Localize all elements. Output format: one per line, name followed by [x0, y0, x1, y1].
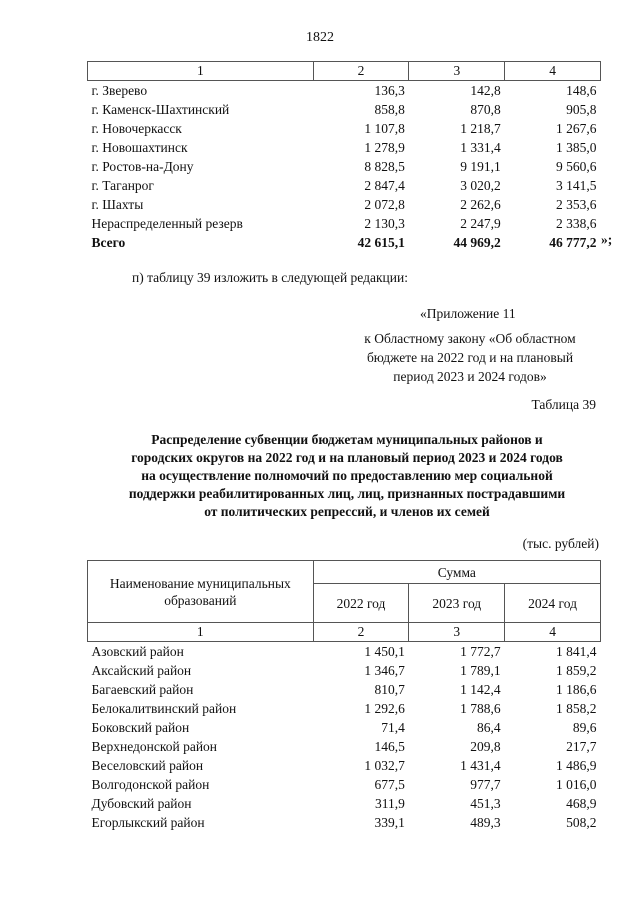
- appendix-reference: [340, 329, 600, 386]
- total-2024: 46 777,2: [549, 235, 597, 250]
- column-index-row: [88, 62, 601, 81]
- table-row: [88, 680, 601, 699]
- value-2023: 1 789,1: [460, 663, 501, 678]
- index-cell: 4: [505, 623, 601, 642]
- value-2024: 1 858,2: [556, 701, 597, 716]
- value-2022: 1 292,6: [364, 701, 405, 716]
- year-header: 2023 год: [409, 584, 505, 623]
- index-cell: 1: [88, 623, 314, 642]
- index-cell: 2: [313, 623, 409, 642]
- row-name: Боковский район: [91, 720, 190, 735]
- total-label: Всего: [91, 235, 126, 250]
- value-2022: 136,3: [374, 83, 405, 98]
- value-2022: 1 450,1: [364, 644, 405, 659]
- appendix-reference-line: период 2023 и 2024 годов»: [393, 369, 547, 384]
- value-2023: 142,8: [470, 83, 501, 98]
- table-row: [88, 100, 601, 119]
- value-2022: 2 130,3: [364, 216, 405, 231]
- value-2024: 1 486,9: [556, 758, 597, 773]
- units-note: (тыс. рублей): [522, 536, 599, 551]
- row-name: Веселовский район: [91, 758, 204, 773]
- header-cell: 1: [88, 62, 314, 81]
- table-row: [88, 195, 601, 214]
- appendix-heading: «Приложение 11: [420, 306, 516, 321]
- value-2023: 1 218,7: [460, 121, 501, 136]
- value-2024: 1 859,2: [556, 663, 597, 678]
- header-cell: 2: [313, 62, 409, 81]
- value-2022: 71,4: [381, 720, 405, 735]
- closing-quote: »;: [601, 232, 613, 247]
- value-2023: 870,8: [470, 102, 501, 117]
- value-2022: 8 828,5: [364, 159, 405, 174]
- value-2022: 1 107,8: [364, 121, 405, 136]
- row-name: Нераспределенный резерв: [91, 216, 243, 231]
- value-2022: 2 072,8: [364, 197, 405, 212]
- value-2024: 1 267,6: [556, 121, 597, 136]
- value-2022: 146,5: [374, 739, 405, 754]
- value-2024: 1 186,6: [556, 682, 597, 697]
- table-row: [88, 699, 601, 718]
- value-2022: 2 847,4: [364, 178, 405, 193]
- title-line: от политических репрессий, и членов их семей: [204, 504, 490, 519]
- index-cell: 3: [409, 623, 505, 642]
- value-2022: 810,7: [374, 682, 405, 697]
- value-2023: 3 020,2: [460, 178, 501, 193]
- value-2023: 1 331,4: [460, 140, 501, 155]
- row-name: г. Ростов-на-Дону: [91, 159, 194, 174]
- table-row: [88, 642, 601, 662]
- municipal-table-continued: [87, 61, 601, 252]
- title-line: на осуществление полномочий по предоставлению мер социальной: [141, 468, 553, 483]
- row-name: Белокалитвинский район: [91, 701, 237, 716]
- value-2022: 1 032,7: [364, 758, 405, 773]
- column-index-row: [88, 623, 601, 642]
- row-name: г. Новочеркасск: [91, 121, 182, 136]
- amendment-instruction: п) таблицу 39 изложить в следующей редакции:: [132, 270, 408, 285]
- table-row: [88, 756, 601, 775]
- value-2023: 2 247,9: [460, 216, 501, 231]
- row-name: г. Каменск-Шахтинский: [91, 102, 230, 117]
- table-title: [87, 431, 607, 521]
- table-row: [88, 775, 601, 794]
- table-row: [88, 138, 601, 157]
- value-2024: 468,9: [566, 796, 597, 811]
- row-name: Багаевский район: [91, 682, 194, 697]
- table-row: [88, 176, 601, 195]
- value-2024: 905,8: [566, 102, 597, 117]
- value-2022: 339,1: [374, 815, 405, 830]
- value-2024: 3 141,5: [556, 178, 597, 193]
- value-2024: 2 353,6: [556, 197, 597, 212]
- total-2023: 44 969,2: [453, 235, 501, 250]
- appendix-reference-line: бюджете на 2022 год и на плановый: [366, 350, 574, 365]
- row-name: г. Шахты: [91, 197, 144, 212]
- value-2023: 209,8: [470, 739, 501, 754]
- value-2022: 1 346,7: [364, 663, 405, 678]
- value-2024: 9 560,6: [556, 159, 597, 174]
- value-2024: 89,6: [572, 720, 597, 735]
- value-2023: 489,3: [470, 815, 501, 830]
- table-label: Таблица 39: [531, 397, 596, 412]
- header-cell: 4: [505, 62, 601, 81]
- value-2024: 2 338,6: [556, 216, 597, 231]
- value-2023: 977,7: [470, 777, 501, 792]
- header-row: [88, 561, 601, 584]
- year-header: 2022 год: [313, 584, 409, 623]
- row-name: г. Зверево: [91, 83, 148, 98]
- title-line: Распределение субвенции бюджетам муниципальных районов и: [151, 432, 543, 447]
- table-row: [88, 718, 601, 737]
- title-line: поддержки реабилитированных лиц, лиц, признанных пострадавшими: [128, 486, 566, 501]
- value-2023: 1 772,7: [460, 644, 501, 659]
- header-cell: 3: [409, 62, 505, 81]
- value-2023: 86,4: [477, 720, 501, 735]
- value-2023: 9 191,1: [460, 159, 501, 174]
- value-2024: 1 016,0: [556, 777, 597, 792]
- total-row: [88, 233, 601, 252]
- table-row: [88, 119, 601, 138]
- row-name: Дубовский район: [91, 796, 192, 811]
- row-name: Волгодонской район: [91, 777, 210, 792]
- year-header: 2024 год: [505, 584, 601, 623]
- row-name: г. Новошахтинск: [91, 140, 188, 155]
- appendix-reference-line: к Областному закону «Об областном: [364, 331, 576, 346]
- row-name: г. Таганрог: [91, 178, 154, 193]
- table-row: [88, 81, 601, 101]
- value-2022: 677,5: [374, 777, 405, 792]
- row-name: Азовский район: [91, 644, 184, 659]
- name-column-header: Наименование муниципальных образований: [88, 561, 314, 623]
- value-2024: 1 385,0: [556, 140, 597, 155]
- value-2024: 217,7: [566, 739, 597, 754]
- value-2023: 2 262,6: [460, 197, 501, 212]
- value-2024: 148,6: [566, 83, 597, 98]
- subvention-table: [87, 560, 601, 832]
- table-row: [88, 157, 601, 176]
- value-2022: 858,8: [374, 102, 405, 117]
- table-row: [88, 813, 601, 832]
- value-2022: 311,9: [375, 796, 405, 811]
- value-2023: 1 142,4: [460, 682, 501, 697]
- row-name: Аксайский район: [91, 663, 192, 678]
- title-line: городских округов на 2022 год и на плановый период 2023 и 2024 годов: [131, 450, 563, 465]
- row-name: Верхнедонской район: [91, 739, 218, 754]
- value-2023: 1 431,4: [460, 758, 501, 773]
- table-row: [88, 214, 601, 233]
- page-number: 1822: [306, 30, 334, 45]
- sum-column-header: Сумма: [313, 561, 600, 584]
- row-name: Егорлыкский район: [91, 815, 205, 830]
- table-row: [88, 737, 601, 756]
- value-2023: 1 788,6: [460, 701, 501, 716]
- value-2024: 508,2: [566, 815, 597, 830]
- total-2022: 42 615,1: [357, 235, 405, 250]
- value-2024: 1 841,4: [556, 644, 597, 659]
- value-2023: 451,3: [470, 796, 501, 811]
- table-row: [88, 794, 601, 813]
- value-2022: 1 278,9: [364, 140, 405, 155]
- table-row: [88, 661, 601, 680]
